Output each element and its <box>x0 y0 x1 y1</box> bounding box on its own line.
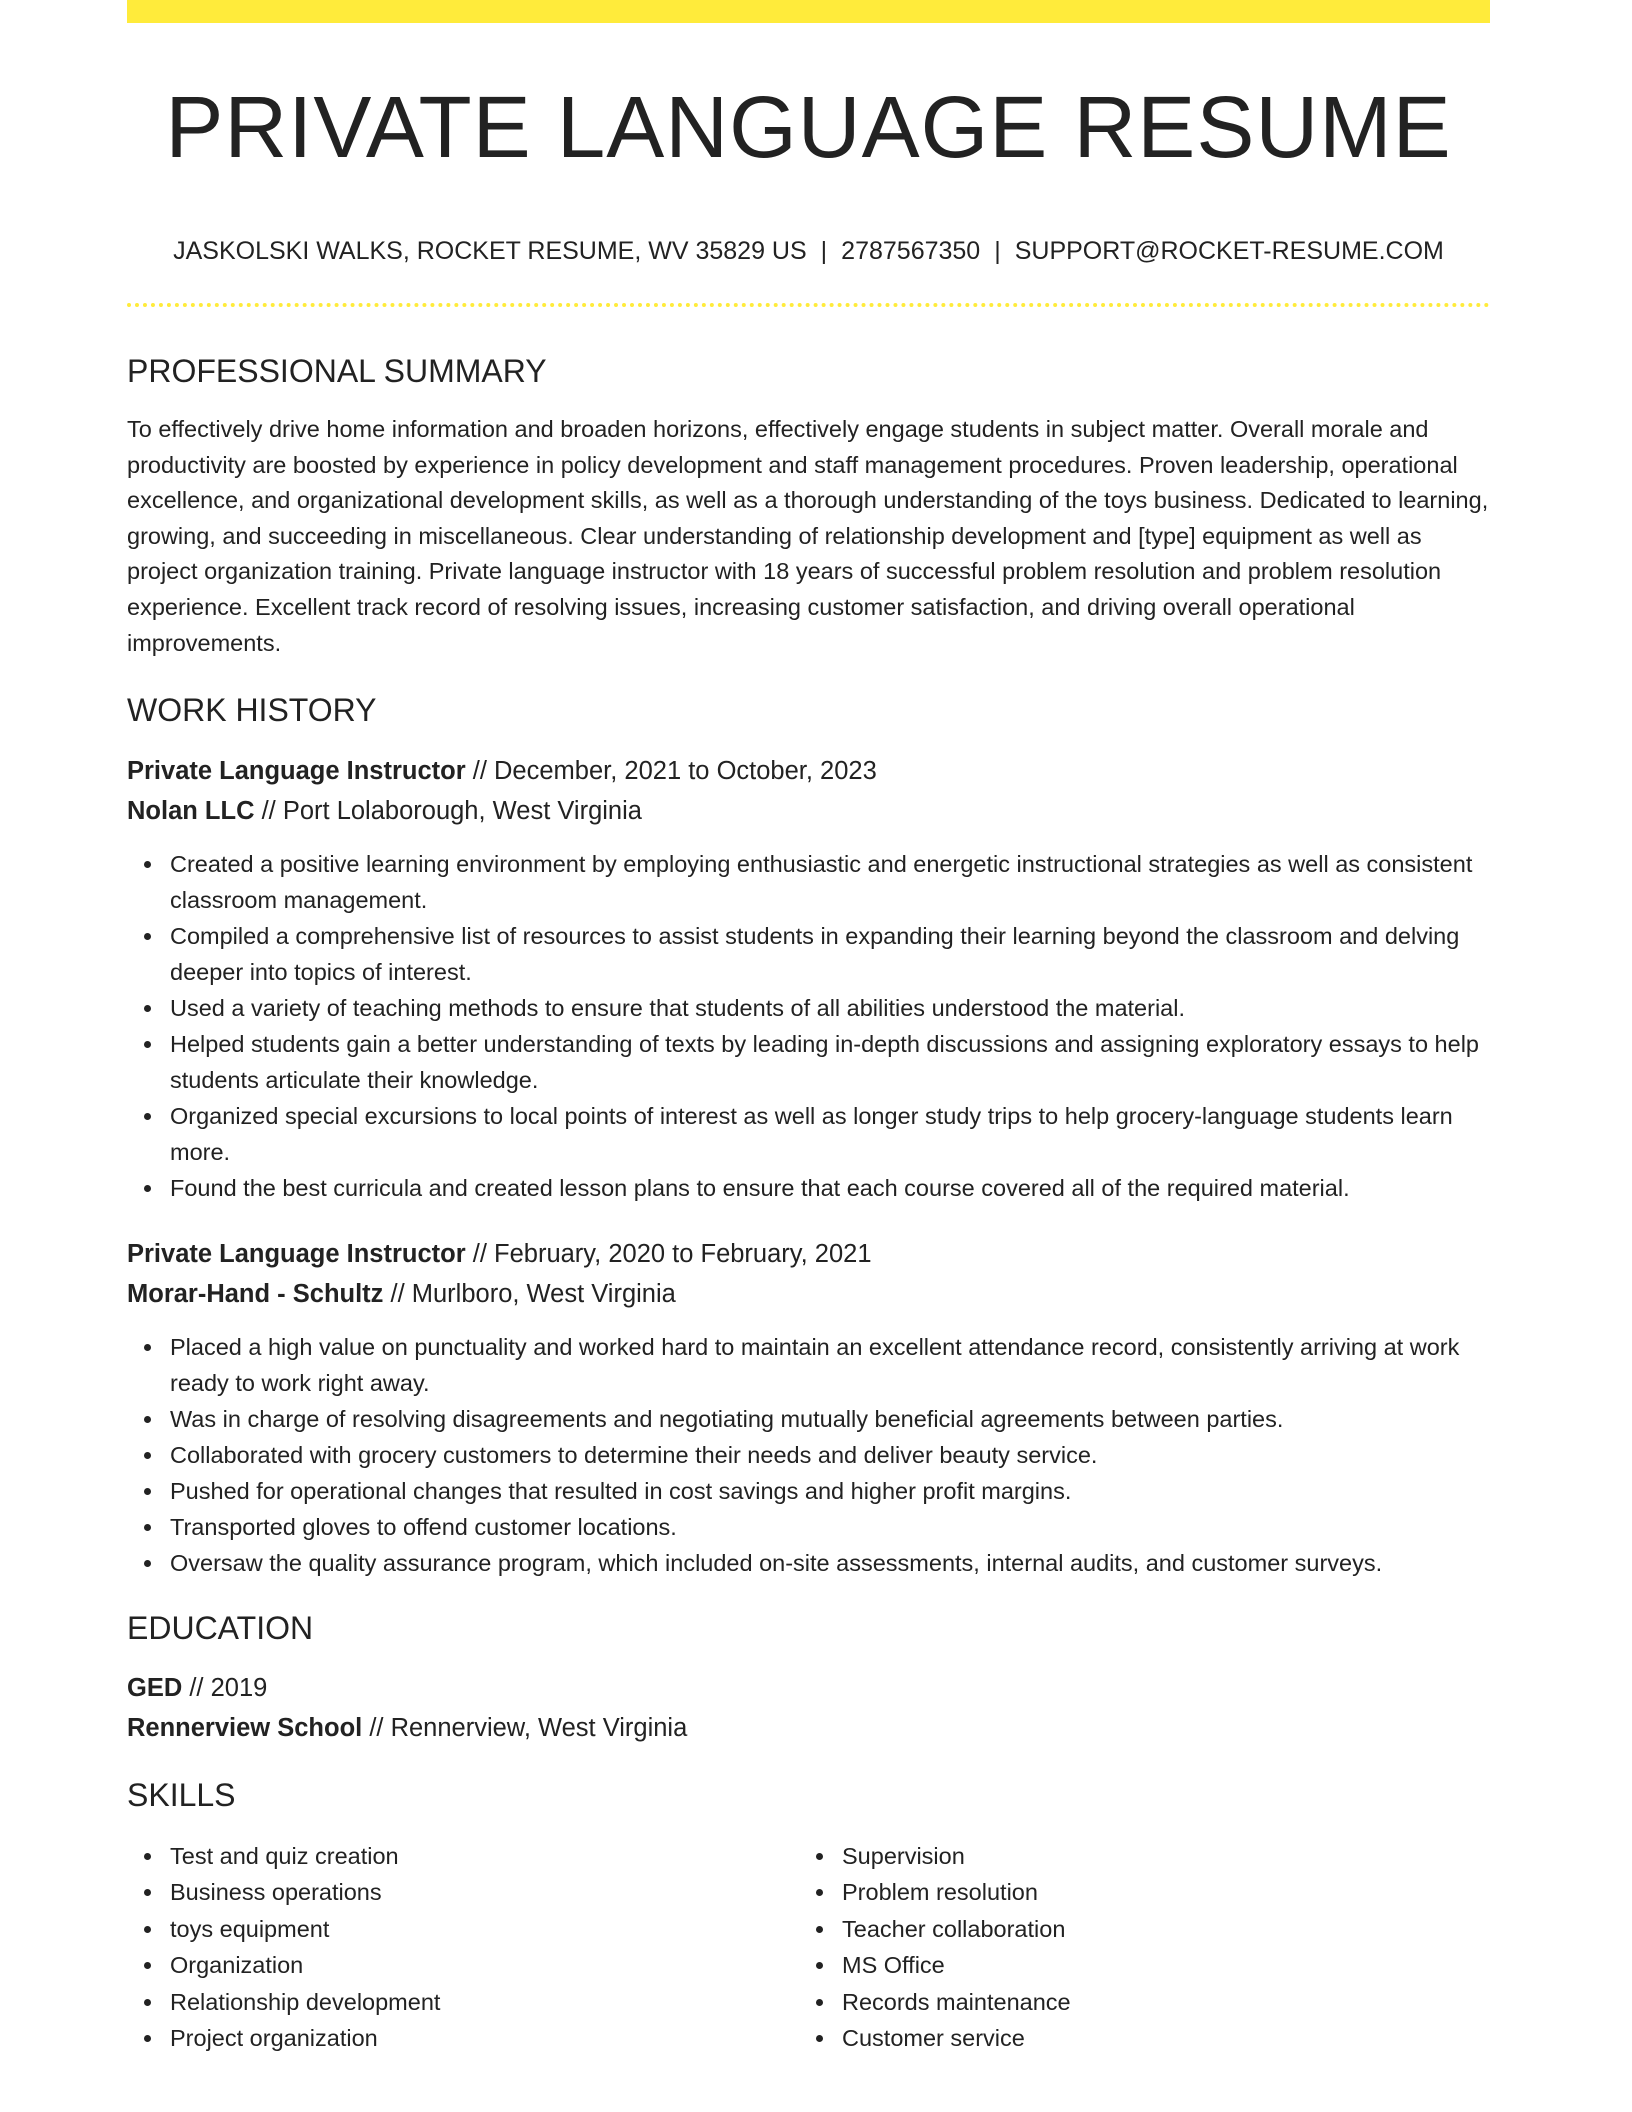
contact-email: SUPPORT@ROCKET-RESUME.COM <box>1014 237 1444 265</box>
list-item: Used a variety of teaching methods to ensure that students of all abilities understood the material. <box>127 990 1490 1026</box>
skills-right-list <box>799 1838 1399 2056</box>
summary-heading: PROFESSIONAL SUMMARY <box>127 353 547 389</box>
education-degree: GED <box>127 1674 183 1702</box>
contact-line <box>127 236 1490 266</box>
list-item: Organized special excursions to local points of interest as well as longer study trips to help grocery-language students learn more. <box>127 1098 1490 1170</box>
top-accent-bar <box>127 0 1490 23</box>
job-2-company: Morar-Hand - Schultz <box>127 1280 384 1308</box>
resume-title: PRIVATE LANGUAGE RESUME <box>165 79 1452 176</box>
skill-item: Records maintenance <box>799 1984 1399 2020</box>
list-item: Found the best curricula and created lesson plans to ensure that each course covered all of the required material. <box>127 1170 1490 1206</box>
education-year: // 2019 <box>182 1674 268 1702</box>
skill-item: toys equipment <box>127 1911 727 1947</box>
list-item: Placed a high value on punctuality and worked hard to maintain an excellent attendance record, consistently arriving at work ready to work right away. <box>127 1329 1490 1401</box>
job-1-bullets <box>127 846 1490 1206</box>
skill-item: Project organization <box>127 2020 727 2056</box>
skill-item: MS Office <box>799 1947 1399 1983</box>
contact-separator: | <box>994 237 1001 265</box>
list-item: Pushed for operational changes that resulted in cost savings and higher profit margins. <box>127 1473 1490 1509</box>
skill-item: Test and quiz creation <box>127 1838 727 1874</box>
job-2-title-line <box>127 1238 872 1270</box>
job-1-dates: // December, 2021 to October, 2023 <box>465 757 877 785</box>
education-location: // Rennerview, West Virginia <box>362 1714 688 1742</box>
education-heading: EDUCATION <box>127 1610 314 1646</box>
skill-item: Supervision <box>799 1838 1399 1874</box>
skill-item: Relationship development <box>127 1984 727 2020</box>
list-item: Transported gloves to offend customer locations. <box>127 1509 1490 1545</box>
summary-text: To effectively drive home information and broaden horizons, effectively engage students in subject matter. Overall morale and productivity are boosted by experience in policy development and staff management procedures. Proven leadership, operational excellence, and organizational development skills, as well as a thorough understanding of the toys business. Dedicated to learning, growing, and succeeding in miscellaneous. Clear understanding of relationship development and [type] equipment as well as project organization training. Private language instructor with 18 years of successful problem resolution and problem resolution experience. Excellent track record of resolving issues, increasing customer satisfaction, and driving overall operational improvements. <box>127 416 1489 656</box>
list-item: Created a positive learning environment by employing enthusiastic and energetic instructional strategies as well as consistent classroom management. <box>127 846 1490 918</box>
work-history-heading: WORK HISTORY <box>127 692 377 728</box>
list-item: Was in charge of resolving disagreements and negotiating mutually beneficial agreements between parties. <box>127 1401 1490 1437</box>
job-2-bullets <box>127 1329 1490 1581</box>
job-2-location: // Murlboro, West Virginia <box>383 1280 676 1308</box>
list-item: Collaborated with grocery customers to determine their needs and deliver beauty service. <box>127 1437 1490 1473</box>
job-2-role: Private Language Instructor <box>127 1240 466 1268</box>
job-1-company-line <box>127 795 642 827</box>
list-item: Compiled a comprehensive list of resources to assist students in expanding their learning beyond the classroom and delving deeper into topics of interest. <box>127 918 1490 990</box>
skill-item: Organization <box>127 1947 727 1983</box>
dotted-divider <box>127 303 1490 307</box>
contact-address: JASKOLSKI WALKS, ROCKET RESUME, WV 35829 US <box>173 237 807 265</box>
contact-separator: | <box>820 237 828 265</box>
job-1-location: // Port Lolaborough, West Virginia <box>254 797 642 825</box>
skill-item: Customer service <box>799 2020 1399 2056</box>
job-1-role: Private Language Instructor <box>127 757 466 785</box>
list-item: Oversaw the quality assurance program, which included on-site assessments, internal audits, and customer surveys. <box>127 1545 1490 1581</box>
education-school: Rennerview School <box>127 1714 363 1742</box>
skills-heading: SKILLS <box>127 1777 236 1813</box>
job-1-title-line <box>127 755 877 787</box>
contact-phone: 2787567350 <box>841 237 981 265</box>
education-degree-line <box>127 1672 267 1704</box>
skill-item: Problem resolution <box>799 1874 1399 1910</box>
job-2-company-line <box>127 1278 676 1310</box>
list-item: Helped students gain a better understanding of texts by leading in-depth discussions and assigning exploratory essays to help students articulate their knowledge. <box>127 1026 1490 1098</box>
skill-item: Teacher collaboration <box>799 1911 1399 1947</box>
job-2-dates: // February, 2020 to February, 2021 <box>465 1240 872 1268</box>
job-1-company: Nolan LLC <box>127 797 255 825</box>
skill-item: Business operations <box>127 1874 727 1910</box>
education-school-line <box>127 1712 687 1744</box>
skills-left-list <box>127 1838 727 2056</box>
